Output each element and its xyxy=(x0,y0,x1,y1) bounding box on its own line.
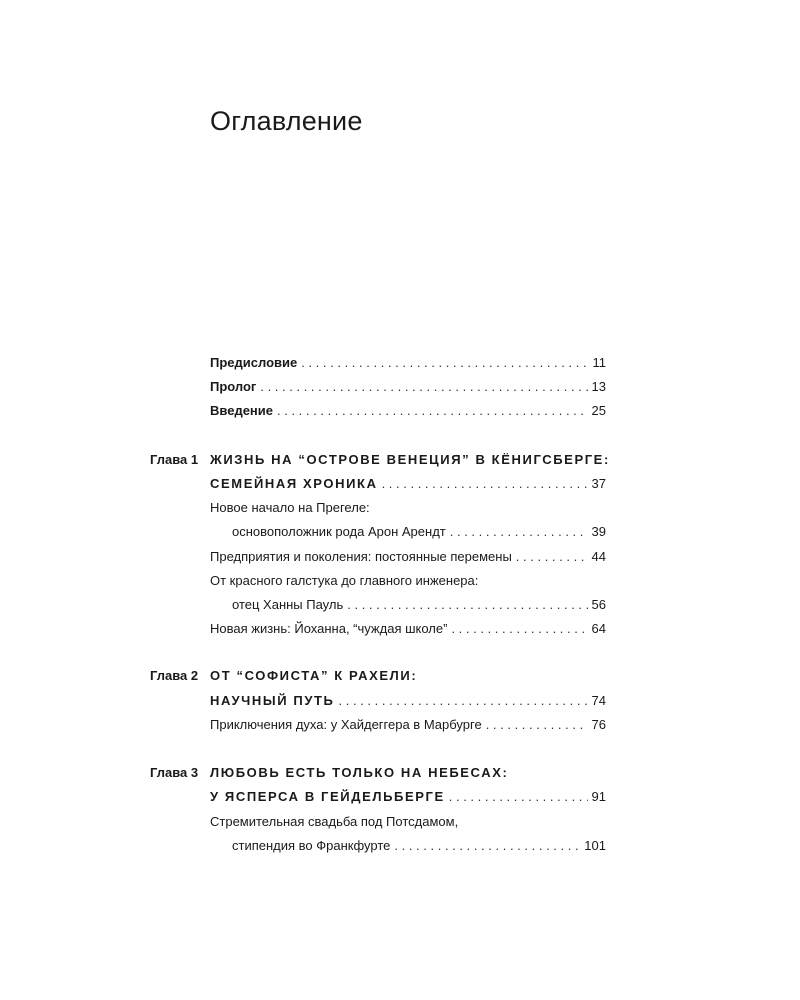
leader-dots xyxy=(277,399,588,423)
leader-dots xyxy=(451,617,587,641)
section-title: Предприятия и поколения: постоянные перемены xyxy=(210,549,512,564)
toc-page-number: 44 xyxy=(591,549,606,564)
leader-dots xyxy=(449,785,588,809)
section-1-2[interactable] xyxy=(210,545,606,569)
section-1-1-line2[interactable] xyxy=(232,520,606,544)
chapter-title: СЕМЕЙНАЯ ХРОНИКА xyxy=(210,476,378,491)
leader-dots xyxy=(347,593,587,617)
section-title: отец Ханны Пауль xyxy=(232,597,344,612)
chapter-title: У ЯСПЕРСА В ГЕЙДЕЛЬБЕРГЕ xyxy=(210,789,445,804)
chapter-2-title-line1[interactable] xyxy=(210,664,606,688)
section-3-1-line1[interactable] xyxy=(210,810,606,834)
chapter-title: ОТ “СОФИСТА” К РАХЕЛИ: xyxy=(210,668,418,683)
toc-page-number: 74 xyxy=(591,693,606,708)
section-title: От красного галстука до главного инженера: xyxy=(210,573,479,588)
toc-entry-prologue[interactable] xyxy=(210,375,606,399)
chapter-1-label: Глава 1 xyxy=(150,452,199,467)
toc-page-number: 64 xyxy=(591,621,606,636)
chapter-title: ЛЮБОВЬ ЕСТЬ ТОЛЬКО НА НЕБЕСАХ: xyxy=(210,765,509,780)
toc-page-number: 39 xyxy=(591,524,606,539)
page-title: Оглавление xyxy=(210,106,363,136)
toc-page-number: 56 xyxy=(591,597,606,612)
section-title: Стремительная свадьба под Потсдамом, xyxy=(210,814,459,829)
chapter-2-title-line2[interactable] xyxy=(210,689,606,713)
leader-dots xyxy=(516,545,588,569)
toc-entry-label: Пролог xyxy=(210,379,257,394)
chapter-title: ЖИЗНЬ НА “ОСТРОВЕ ВЕНЕЦИЯ” В КЁНИГСБЕРГЕ: xyxy=(210,452,610,467)
toc-entry-introduction[interactable] xyxy=(210,399,606,423)
section-title: основоположник рода Арон Арендт xyxy=(232,524,446,539)
leader-dots xyxy=(301,351,588,375)
section-title: Новое начало на Прегеле: xyxy=(210,500,370,515)
section-1-3-line1[interactable] xyxy=(210,569,606,593)
toc-page-number: 37 xyxy=(591,476,606,491)
toc-page-number: 11 xyxy=(592,355,606,370)
chapter-1-title-line2[interactable] xyxy=(210,472,606,496)
toc-page-number: 13 xyxy=(591,379,606,394)
chapter-title: НАУЧНЫЙ ПУТЬ xyxy=(210,693,335,708)
leader-dots xyxy=(260,375,587,399)
chapter-2-label: Глава 2 xyxy=(150,668,199,683)
section-1-3-line2[interactable] xyxy=(232,593,606,617)
section-1-4[interactable] xyxy=(210,617,606,641)
leader-dots xyxy=(382,472,588,496)
leader-dots xyxy=(450,520,588,544)
section-3-1-line2[interactable] xyxy=(232,834,606,858)
section-1-1-line1[interactable] xyxy=(210,496,606,520)
chapter-3-label: Глава 3 xyxy=(150,765,199,780)
leader-dots xyxy=(486,713,588,737)
leader-dots xyxy=(339,689,588,713)
toc-entry-preface[interactable] xyxy=(210,351,606,375)
section-title: Приключения духа: у Хайдеггера в Марбурге xyxy=(210,717,482,732)
chapter-3-title-line2[interactable] xyxy=(210,785,606,809)
section-title: стипендия во Франкфурте xyxy=(232,838,391,853)
toc-page-number: 76 xyxy=(591,717,606,732)
toc-page-number: 91 xyxy=(591,789,606,804)
chapter-1-title-line1[interactable] xyxy=(210,448,610,472)
toc-page-number: 25 xyxy=(591,403,606,418)
toc-entry-label: Введение xyxy=(210,403,273,418)
section-2-1[interactable] xyxy=(210,713,606,737)
chapter-3-title-line1[interactable] xyxy=(210,761,606,785)
leader-dots xyxy=(394,834,580,858)
section-title: Новая жизнь: Йоханна, “чуждая школе” xyxy=(210,621,448,636)
toc-entry-label: Предисловие xyxy=(210,355,298,370)
toc-page-number: 101 xyxy=(584,838,606,853)
